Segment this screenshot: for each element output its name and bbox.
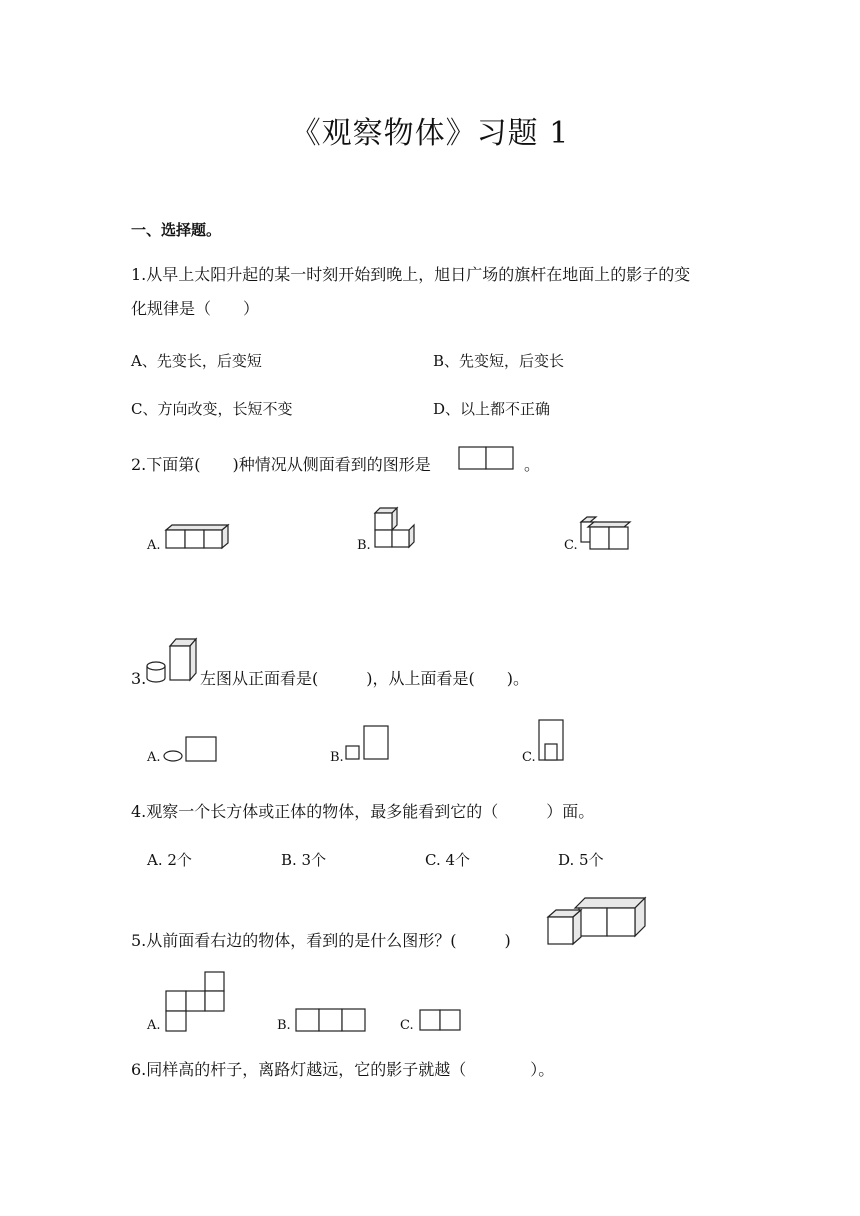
- q5-object-figure: [545, 893, 647, 945]
- q1-option-b[interactable]: B、先变短，后变长: [433, 352, 565, 370]
- q4-option-d[interactable]: D. 5个: [558, 851, 604, 869]
- q5-label-b[interactable]: B.: [277, 1018, 291, 1033]
- q1-option-c[interactable]: C、方向改变，长短不变: [131, 400, 293, 418]
- q1-option-a[interactable]: A、先变长，后变短: [131, 352, 262, 370]
- question-4-text: 4.观察一个长方体或正体的物体，最多能看到它的（ ）面。: [131, 802, 595, 821]
- question-2-end: 。: [524, 455, 541, 474]
- q2-target-shape: [458, 446, 516, 472]
- q3-figure-b[interactable]: [344, 724, 394, 764]
- q5-label-a[interactable]: A.: [147, 1018, 161, 1033]
- q2-figure-a[interactable]: [163, 524, 231, 552]
- question-1-line2: 化规律是（ ）: [131, 299, 260, 318]
- q1-option-d[interactable]: D、以上都不正确: [433, 400, 551, 418]
- q3-figure-c[interactable]: [537, 718, 571, 764]
- question-2-text: 2.下面第( )种情况从侧面看到的图形是: [131, 455, 431, 474]
- question-3-text: 左图从正面看是( )，从上面看是( )。: [200, 669, 529, 688]
- q2-label-a[interactable]: A.: [147, 538, 161, 553]
- question-6-text: 6.同样高的杆子，离路灯越远，它的影子就越（ ）。: [131, 1060, 555, 1079]
- q4-option-c[interactable]: C. 4个: [425, 851, 471, 869]
- q3-label-a[interactable]: A.: [147, 750, 161, 765]
- q2-label-b[interactable]: B.: [357, 538, 371, 553]
- q3-label-c[interactable]: C.: [522, 750, 536, 765]
- q3-cylinder-and-prism: [145, 636, 199, 684]
- q2-figure-c[interactable]: [578, 516, 634, 552]
- q5-figure-c[interactable]: [418, 1008, 464, 1033]
- q2-figure-b[interactable]: [372, 507, 418, 551]
- question-3-number: 3.: [131, 669, 147, 688]
- q5-figure-a[interactable]: [164, 970, 228, 1034]
- q2-label-c[interactable]: C.: [564, 538, 578, 553]
- q5-label-c[interactable]: C.: [400, 1018, 414, 1033]
- q4-option-b[interactable]: B. 3个: [281, 851, 327, 869]
- q5-figure-b[interactable]: [294, 1007, 368, 1033]
- q3-figure-a[interactable]: [162, 736, 222, 766]
- page-title: 《观察物体》习题 1: [290, 116, 570, 151]
- question-5-text: 5.从前面看右边的物体，看到的是什么图形？( ): [131, 931, 511, 950]
- q3-label-b[interactable]: B.: [330, 750, 344, 765]
- question-1-line1: 1.从早上太阳升起的某一时刻开始到晚上，旭日广场的旗杆在地面上的影子的变: [131, 265, 691, 284]
- q4-option-a[interactable]: A. 2个: [147, 851, 192, 869]
- section-heading: 一、选择题。: [131, 221, 222, 239]
